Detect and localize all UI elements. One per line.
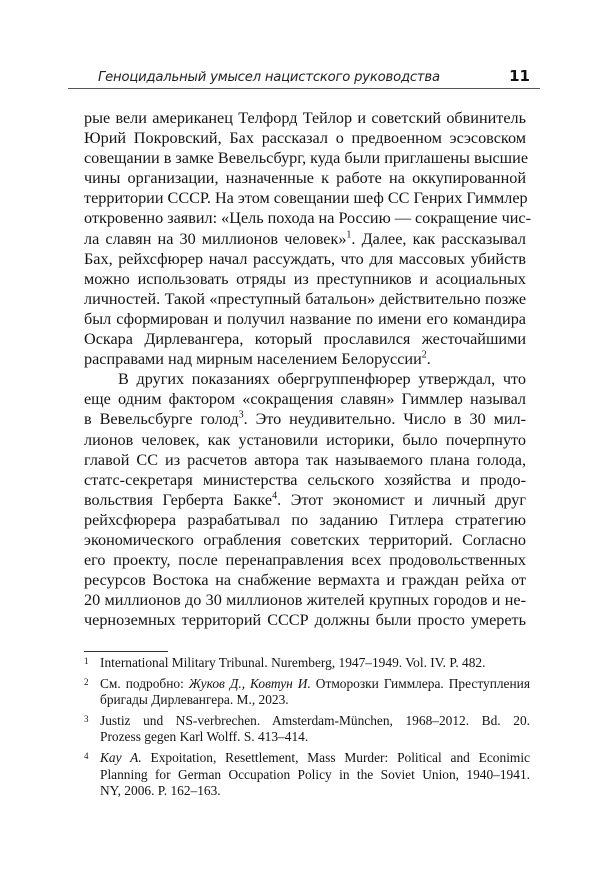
text-line: ресурсов Востока на снабжение вермахта и граждан рейха от [84,571,526,590]
text-line: совещании в замке Вевельсбург, куда были приглашены высшие [84,149,528,168]
footnote-authors: Kay A. [100,749,142,765]
footnote-number: 4 [84,750,89,761]
footnote-4 [84,750,530,800]
running-title: Геноцидальный умысел нацистского руководства [98,70,440,85]
footnote-text [100,750,530,767]
footnote-2 [84,676,530,709]
footnote-text: бригады Дирлевангера. М., 2023. [100,692,289,708]
footnote-text [100,676,530,693]
text-span: . Этот экономист и личный друг [277,490,526,509]
footnote-text: NY, 2006. P. 162–163. [100,783,221,799]
footnote-text: Justiz und NS-verbrechen. Amsterdam-München, 1968–2012. Bd. 20. [100,712,530,728]
footnote-text: Planning for German Occupation Policy in the Soviet Union, 1940–1941. [100,766,530,782]
text-line: Бах, рейхсфюрер начал рассуждать, что для массовых убийств [84,249,526,268]
footnote-1 [84,655,530,672]
footnote-text: International Military Tribunal. Nuremberg, 1947–1949. Vol. IV. P. 482. [100,655,486,670]
footnote-text: Prozess gegen Karl Wolff. S. 413–414. [100,729,309,745]
paragraph [84,369,526,630]
text-span: в Вевельсбурге голод [84,410,239,429]
text-span: . Это неудивительно. Число в 30 мил- [243,410,526,429]
text-line: статс-секретаря министерства сельского хозяйства и продо- [84,470,526,489]
footnote-title: Expoitation, Resettlement, Mass Murder: Political and Econimic [141,749,530,765]
footnote-3 [84,713,530,746]
footnote-ref[interactable]: 2 [421,349,427,361]
text-line: чины организации, назначенные к работе на оккупированной [84,169,526,188]
footnote-prefix: См. подробно: [100,675,189,691]
text-span: . [426,350,431,369]
text-line: Оскара Дирлевангера, который прославился жесточайшими [84,330,526,349]
text-span: расправами над мирным населением Белоруссии [84,350,422,369]
footnote-separator [84,651,168,652]
text-line: 20 миллионов до 30 миллионов жителей крупных городов и не- [84,591,526,610]
footnote-ref[interactable]: 3 [238,410,244,422]
text-line [84,409,526,429]
footnote-number: 3 [84,713,89,724]
footnote-title: Отморозки Гиммлера. Преступления [310,675,530,691]
text-span: вольствия Герберта Бакке [84,490,273,509]
text-line: его проекту, после перенаправления всех продовольственных [84,551,526,570]
text-line: черноземных территорий СССР должны были просто умереть [84,611,526,630]
footnote-ref[interactable]: 4 [272,490,278,502]
footnote-authors: Жуков Д., Ковтун И. [188,675,311,691]
footnotes [84,655,530,804]
text-line: экономического ограбления советских территорий. Согласно [84,530,526,549]
text-span: . Далее, как рассказывал [351,229,526,248]
text-line [84,229,526,249]
footnote-ref[interactable]: 1 [346,229,352,241]
footnote-number: 2 [84,676,89,687]
text-line [84,349,526,369]
text-line [84,490,526,510]
running-header [68,64,540,89]
text-line: откровенно заявил: «Цель похода на Россию — сокращение чис- [84,209,531,228]
text-line: еще одним фактором «сокращения славян» Гиммлер называл [84,390,526,409]
text-span: ла славян на 30 миллионов человек» [84,229,347,248]
footnote-number: 1 [84,656,89,666]
text-line: Юрий Покровский, Бах рассказал о предвоенном эсэсовском [84,129,526,148]
text-line: рейхсфюрера разрабатывал по заданию Гитлера стратегию [84,510,526,529]
text-line: главой СС из расчетов автора так называемого плана голода, [84,450,526,469]
text-line: территории СССР. На этом совещании шеф СС Генрих Гиммлер [84,189,528,208]
main-text [84,108,531,630]
page-number: 11 [509,67,530,85]
text-line: лионов человек, как установили историки, было почерпнуто [84,430,526,449]
text-line: был сформирован и получил название по имени его командира [84,309,526,328]
text-line: личностей. Такой «преступный батальон» действительно позже [84,289,526,308]
text-line: рые вели американец Телфорд Тейлор и советский обвинитель [84,109,526,127]
text-line: В других показаниях обергруппенфюрер утверждал, что [118,370,526,389]
text-line: можно использовать отряды из преступников и асоциальных [84,269,526,288]
paragraph [84,108,531,369]
